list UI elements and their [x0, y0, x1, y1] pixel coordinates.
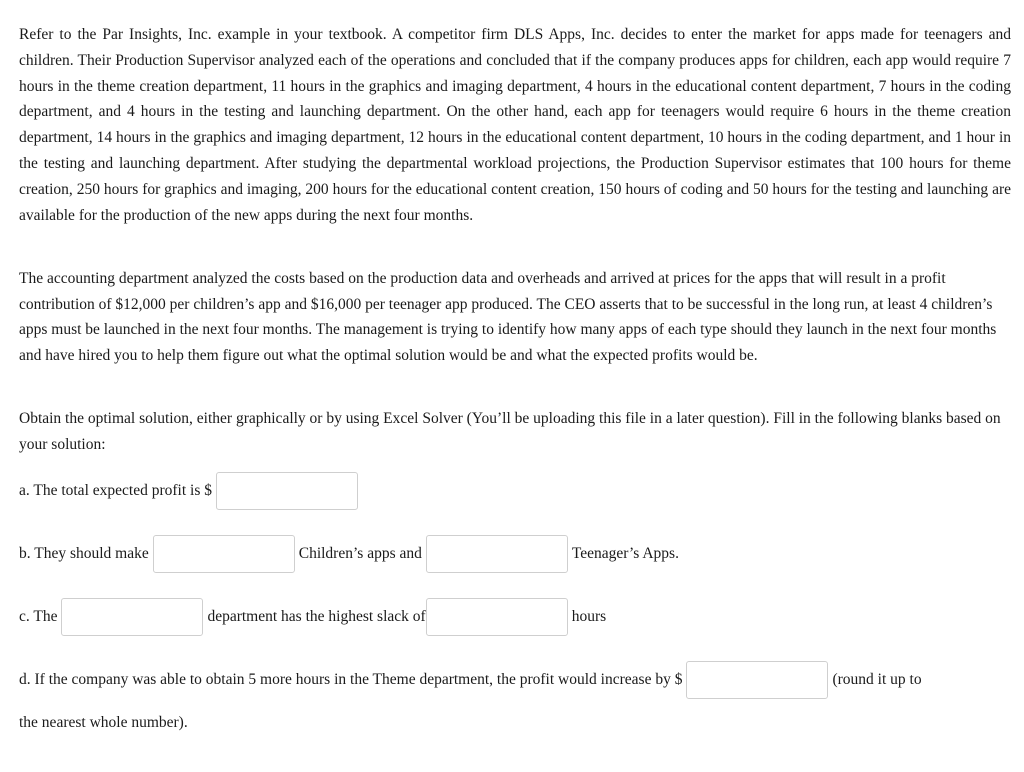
blank-row-a — [19, 471, 358, 511]
total-profit-input[interactable] — [216, 472, 358, 510]
blank-d-label-end: (round it up to — [832, 671, 922, 688]
question-paragraph-3: Obtain the optimal solution, either graphically or by using Excel Solver (You’ll be uploading this file in a later question). Fill in the following blanks based on your solution: — [19, 410, 1001, 453]
slack-hours-input[interactable] — [426, 598, 568, 636]
blank-d-label-start: d. If the company was able to obtain 5 more hours in the Theme department, the profit would increase by $ — [19, 671, 683, 688]
blank-b-label-mid: Children’s apps and — [298, 545, 422, 562]
blank-row-b — [19, 534, 679, 574]
blank-row-c — [19, 597, 606, 637]
blank-c-label-mid: department has the highest slack of — [207, 608, 426, 625]
blank-b-label-end: Teenager’s Apps. — [571, 545, 679, 562]
blank-c-label-end: hours — [571, 608, 607, 625]
blank-a-label: a. The total expected profit is $ — [19, 482, 212, 499]
blank-d-label-tail: the nearest whole number). — [19, 714, 188, 731]
profit-increase-input[interactable] — [686, 661, 828, 699]
teenagers-apps-input[interactable] — [426, 535, 568, 573]
childrens-apps-input[interactable] — [153, 535, 295, 573]
blank-c-label-start: c. The — [19, 608, 58, 625]
question-paragraph-2: The accounting department analyzed the costs based on the production data and overheads and arrived at prices for the apps that will result in a profit contribution of $12,000 per children’s app and $16,000 per teenager app produced. The CEO asserts that to be successful in the long run, at least 4 children’s apps must be launched in the next four months. The management is trying to identify how many apps of each type should they launch in the next four months and have hired you to help them figure out what the optimal solution would be and what the expected profits would be. — [19, 270, 997, 364]
blank-row-d — [19, 660, 922, 700]
question-paragraph-1: Refer to the Par Insights, Inc. example in your textbook. A competitor firm DLS Apps, Inc. decides to enter the market for apps made for teenagers and children. Their Production Supervisor analyzed each of the operations and concluded that if the company produces apps for children, each app would require 7 hours in the theme creation department, 11 hours in the graphics and imaging department, 4 hours in the educational content department, 7 hours in the coding department, and 4 hours in the testing and launching department. On the other hand, each app for teenagers would require 6 hours in the theme creation department, 14 hours in the graphics and imaging department, 12 hours in the educational content department, 10 hours in the coding department, and 1 hour in the testing and launching department. After studying the departmental workload projections, the Production Supervisor estimates that 100 hours for theme creation, 250 hours for graphics and imaging, 200 hours for the educational content creation, 150 hours of coding and 50 hours for the testing and launching are available for the production of the new apps during the next four months. — [19, 26, 1011, 224]
department-input[interactable] — [61, 598, 203, 636]
blank-b-label-start: b. They should make — [19, 545, 149, 562]
